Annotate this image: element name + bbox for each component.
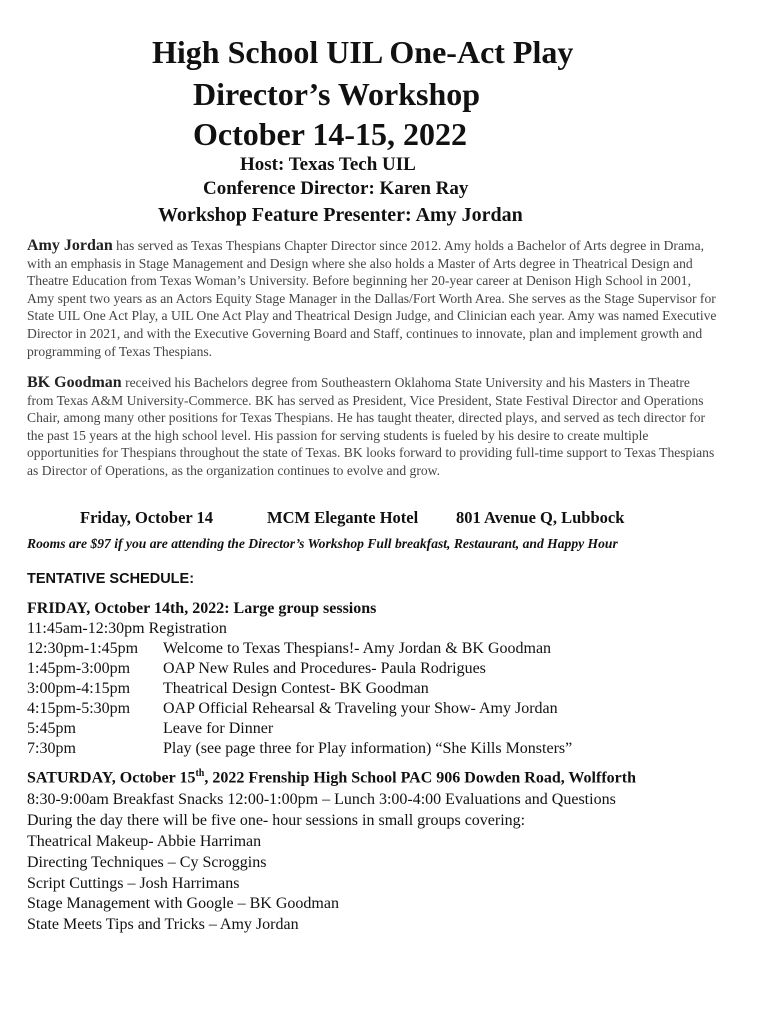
presenter-name: : Amy Jordan [405,204,523,226]
event-address: 801 Avenue Q, Lubbock [456,508,625,527]
schedule-heading: TENTATIVE SCHEDULE: [27,571,195,587]
presenter-line [158,204,523,226]
conference-director-line: Conference Director: Karen Ray [203,178,469,199]
schedule-time: 4:15pm-5:30pm [27,700,131,717]
title-line-1: High School UIL One-Act Play [152,34,574,70]
bio-text: received his Bachelors degree from Southeastern Oklahoma State University and his Masters in Theatre from Texas A&M University-Commerce. BK has served as President, Vice President, State Festival Director and Operations Chair, among many other positions for Texas Thespians. He has taught theater, directed plays, and served as tech director for the past 15 years at the high school level. His passion for serving students is fueled by his desire to create multiple opportunities for Thespians throughout the state of Texas. BK looks forward to providing full-time support to Texas Thespians as Director of Operations, as the organization continues to evolve and grow. [27,375,715,478]
session-item: Theatrical Makeup- Abbie Harriman [27,833,262,850]
bio-bk-goodman [27,374,719,480]
schedule-time: 12:30pm-1:45pm [27,640,139,657]
rooms-note: Rooms are $97 if you are attending the Director’s Workshop Full breakfast, Restaurant, and Happy Hour [27,536,618,551]
schedule-time: 5:45pm [27,720,76,737]
saturday-heading-sup: th [195,768,205,779]
bio-name: Amy Jordan [27,237,113,254]
friday-heading: FRIDAY, October 14th, 2022: Large group sessions [27,600,377,617]
event-day: Friday, October 14 [80,508,214,527]
schedule-desc: Leave for Dinner [163,720,274,737]
bio-name: BK Goodman [27,374,122,391]
schedule-desc: Welcome to Texas Thespians!- Amy Jordan & BK Goodman [163,640,552,657]
bio-amy-jordan [27,237,719,360]
schedule-desc: Play (see page three for Play information) “She Kills Monsters” [163,740,573,757]
registration-line: 11:45am-12:30pm Registration [27,620,227,637]
schedule-desc: OAP Official Rehearsal & Traveling your Show- Amy Jordan [163,700,558,717]
saturday-intro: During the day there will be five one- hour sessions in small groups covering: [27,812,526,829]
presenter-label: Workshop Feature Presenter [158,204,406,226]
saturday-heading-pre: SATURDAY, October 15 [27,769,196,787]
schedule-desc: Theatrical Design Contest- BK Goodman [163,680,429,697]
title-line-3: October 14-15, 2022 [193,116,468,152]
host-line: Host: Texas Tech UIL [240,154,416,175]
saturday-times: 8:30-9:00am Breakfast Snacks 12:00-1:00pm – Lunch 3:00-4:00 Evaluations and Questions [27,791,616,808]
schedule-time: 1:45pm-3:00pm [27,660,131,677]
schedule-time: 3:00pm-4:15pm [27,680,131,697]
event-hotel: MCM Elegante Hotel [267,508,419,527]
schedule-time: 7:30pm [27,740,76,757]
session-item: Directing Techniques – Cy Scroggins [27,854,267,871]
saturday-heading-post: , 2022 Frenship High School PAC 906 Dowden Road, Wolfforth [204,769,636,787]
bio-text: has served as Texas Thespians Chapter Director since 2012. Amy holds a Bachelor of Arts degree in Drama, with an emphasis in Stage Management and Design where she also holds a Master of Arts degree in Theatrical Design and Theatre Education from Texas Woman’s University. Before beginning her 20-year career at Denison High School in 2001, Amy spent two years as an Actors Equity Stage Manager in the Dallas/Fort Worth Area. She serves as the Stage Supervisor for State UIL One Act Play, a UIL One Act Play and Theatrical Design Judge, and Clinician each year. Amy was named Executive Director in 2021, and with the Executive Governing Board and Staff, continues to innovate, plan and implement growth and programming of Texas Thespians. [27,238,717,359]
saturday-heading [27,768,636,787]
title-line-2: Director’s Workshop [193,76,481,112]
session-item: Stage Management with Google – BK Goodman [27,895,339,912]
session-item: State Meets Tips and Tricks – Amy Jordan [27,916,299,933]
session-item: Script Cuttings – Josh Harrimans [27,875,240,892]
schedule-desc: OAP New Rules and Procedures- Paula Rodrigues [163,660,486,677]
